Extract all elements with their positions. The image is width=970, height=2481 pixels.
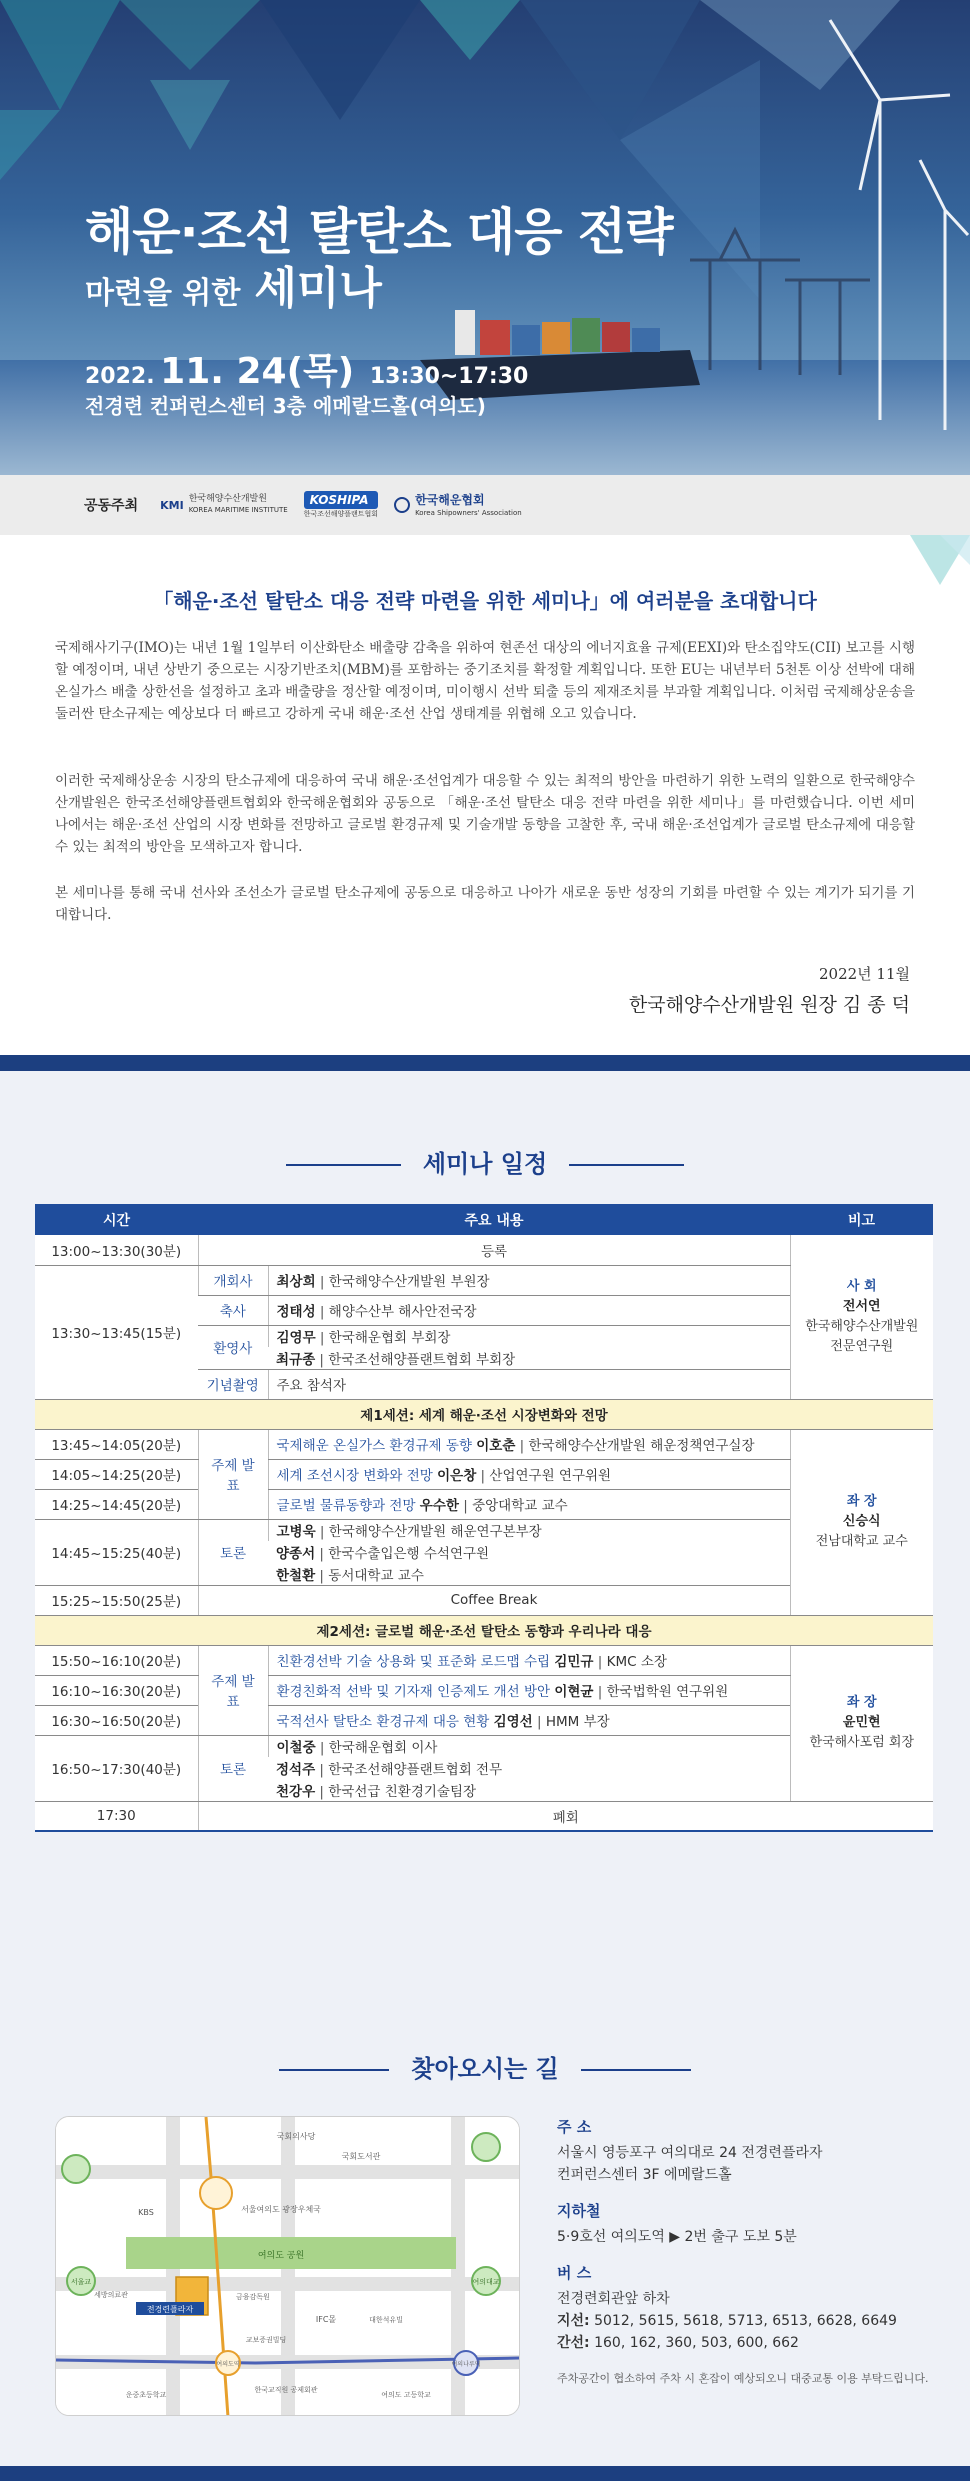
chair-note-2: 좌 장 윤민현 한국해사포럼 회장 (790, 1645, 933, 1801)
date-year: 2022. (85, 364, 155, 389)
map-label-yeouinaru: 여의나루역 (451, 2361, 481, 2368)
co-hosts-bar (0, 475, 970, 535)
invitation-signature: 한국해양수산개발원 원장 김 종 덕 (628, 994, 910, 1016)
location-map (55, 2116, 520, 2416)
invitation-paragraph-2: 이러한 국제해상운송 시장의 탄소규제에 대응하여 국내 해운·조선업계가 대응할 수 있는 최적의 방안을 마련하기 위한 노력의 일환으로 한국해양수산개발원은 한국조선해양플랜트협회와 한국해운협회와 공동으로 「해운·조선 탈탄소 대응 전략 마련을 위한 세미나」를 마련했습니다. 이번 세미나에서는 해운·조선 산업의 시장 변화를 전망하고 글로벌 환경규제 및 기술개발 동향을 고찰한 후, 국내 해운·조선업계가 글로벌 탄소규제에 대응할 수 있는 최적의 방안을 모색하고자 합니다. (55, 773, 915, 855)
table-row: 한철환 | 동서대학교 교수 (35, 1563, 933, 1585)
subtitle-small: 마련을 위한 (85, 276, 241, 311)
koshipa-sub: 한국조선해양플랜트협회 (303, 509, 379, 518)
table-row: 14:05~14:25(20분) 세계 조선시장 변화와 전망 이은창 | 산업연구원 연구위원 (35, 1459, 933, 1489)
table-row: 13:45~14:05(20분) 주제 발표 국제해운 온실가스 환경규제 동향 이호춘 | 한국해양수산개발원 해운정책연구실장 좌 장 신승식 전남대학교 교수 (35, 1429, 933, 1459)
event-time: 13:30~17:30 (369, 364, 529, 389)
table-row: 기념촬영 주요 참석자 (35, 1369, 933, 1399)
map-label-seoul-bridge: 서울교 (70, 2278, 92, 2286)
bus-block (557, 2262, 937, 2354)
address-line-2: 컨퍼런스센터 3F 에메랄드홀 (557, 2167, 732, 2183)
kmi-mark: KMI (160, 498, 184, 512)
map-label-kyobo: 교보증권빌딩 (245, 2336, 287, 2344)
event-subtitle (85, 252, 382, 316)
table-row: 정석주 | 한국조선해양플랜트협회 전무 (276, 1762, 503, 1778)
map-label-school: 운중초등학교 (125, 2391, 167, 2399)
address-heading: 주 소 (557, 2118, 592, 2136)
hero-banner (0, 0, 970, 475)
table-row: 16:10~16:30(20분) 환경친화적 선박 및 기자재 인증제도 개선 방안 이현균 | 한국법학원 연구위원 (35, 1675, 933, 1705)
directions-section (0, 2001, 970, 2466)
table-row: 14:25~14:45(20분) 글로벌 물류동향과 전망 우수한 | 중앙대학교 교수 (35, 1489, 933, 1519)
ksa-eng: Korea Shipowners' Association (415, 509, 522, 517)
schedule-section (0, 1071, 970, 2001)
directions-info (557, 2116, 937, 2390)
subtitle-big: 세미나 (254, 263, 382, 314)
footer-bar (0, 2466, 970, 2481)
section-divider (0, 1055, 970, 1071)
invitation-paragraph-3: 본 세미나를 통해 국내 선사와 조선소가 글로벌 탄소규제에 공동으로 대응하고 나아가 새로운 동반 성장의 기회를 마련할 수 있는 계기가 되기를 기대합니다. (55, 885, 915, 923)
table-row: 최규종 | 한국조선해양플랜트협회 부회장 (35, 1347, 933, 1369)
bus-stop: 전경련회관앞 하차 (557, 2291, 670, 2307)
event-title: 해운·조선 탈탄소 대응 전략 (85, 203, 673, 261)
kmi-eng: KOREA MARITIME INSTITUTE (188, 506, 288, 514)
map-label-library: 국회도서관 (341, 2152, 381, 2161)
directions-title: 찾아오시는 길 (0, 2049, 970, 2084)
bus-heading: 버 스 (557, 2264, 592, 2282)
event-date (85, 343, 528, 394)
table-row: 16:50~17:30(40분) 토론 이철중 | 한국해운협회 이사 (35, 1735, 933, 1757)
session-row: 제1세션: 세계 해운·조선 시장변화와 전망 (35, 1399, 933, 1429)
table-row: 17:30 폐회 (35, 1801, 933, 1831)
header-note: 비고 (790, 1204, 933, 1235)
map-label-gtower: 금융감독원 (236, 2293, 270, 2301)
subway-info: 5·9호선 여의도역 ▶ 2번 출구 도보 5분 (557, 2229, 797, 2245)
map-graphic (56, 2117, 520, 2416)
moderator-note: 사 회 전서연 한국해양수산개발원 전문연구원 (790, 1235, 933, 1399)
invitation-heading: 「해운·조선 탈탄소 대응 전략 마련을 위한 세미나」에 여러분을 초대합니다 (153, 589, 817, 613)
map-label-kbs: KBS (138, 2208, 154, 2217)
kmi-name: 한국해양수산개발원 (188, 494, 267, 504)
ksa-emblem-icon (394, 497, 410, 513)
map-label-yeouido-sta: 여의도역 (216, 2361, 240, 2368)
map-label-park: 여의도 공원 (257, 2251, 305, 2261)
map-label-fki: 전경련플라자 (146, 2305, 194, 2314)
bus-trunk: 간선: 160, 162, 360, 503, 600, 662 (557, 2335, 799, 2351)
subway-heading: 지하철 (557, 2202, 601, 2220)
kmi-logo (160, 494, 288, 516)
map-label-ifc: IFC몰 (315, 2315, 337, 2324)
table-row: 13:30~13:45(15분) 개회사 최상희 | 한국해양수산개발원 부원장 (35, 1265, 933, 1295)
header-time: 시간 (35, 1204, 198, 1235)
table-header-row (35, 1204, 933, 1235)
map-label-daishin: 대한석유빌 (369, 2316, 403, 2324)
table-row: 13:00~13:30(30분) 등록 사 회 전서연 한국해양수산개발원 전문연구원 (35, 1235, 933, 1265)
table-row: 15:25~15:50(25분) Coffee Break (35, 1585, 933, 1615)
date-day: 11. 24(목) (160, 351, 355, 392)
address-block (557, 2116, 937, 2186)
table-row: 천강우 | 한국선급 친환경기술팀장 (35, 1779, 933, 1801)
map-label-yeouido-bridge: 여의대교 (472, 2278, 500, 2286)
table-row: 16:30~16:50(20분) 국적선사 탈탄소 환경규제 대응 현황 김영선 | HMM 부장 (35, 1705, 933, 1735)
parking-note: 주차공간이 협소하여 주차 시 혼잡이 예상되오니 대중교통 이용 부탁드립니다. (557, 2372, 929, 2385)
invitation-section (0, 535, 970, 1055)
map-label-post: 서울여의도 광장우체국 (241, 2205, 321, 2214)
chair-note: 좌 장 신승식 전남대학교 교수 (790, 1429, 933, 1615)
schedule-title: 세미나 일정 (0, 1144, 970, 1179)
ksa-name: 한국해운협회 (415, 493, 485, 507)
table-row: 양종서 | 한국수출입은행 수석연구원 (276, 1546, 490, 1562)
session-row: 제2세션: 글로벌 해운·조선 탈탄소 동향과 우리나라 대응 (35, 1615, 933, 1645)
ksa-logo (394, 491, 522, 519)
subway-block (557, 2200, 937, 2248)
header-content: 주요 내용 (198, 1204, 790, 1235)
koshipa-mark: KOSHIPA (304, 491, 378, 509)
invitation-date: 2022년 11월 (818, 965, 910, 983)
table-row: 환영사 김영무 | 한국해운협회 부회장 (35, 1325, 933, 1347)
map-label-heights: 세방의료관 (94, 2291, 128, 2299)
co-hosts-label: 공동주최 (84, 498, 139, 514)
map-label-assembly: 국회의사당 (276, 2132, 316, 2141)
koshipa-logo (304, 491, 378, 520)
table-row: 14:45~15:25(40분) 토론 고병욱 | 한국해양수산개발원 해운연구본부장 (35, 1519, 933, 1541)
map-label-teachers: 한국교직원 공제회관 (254, 2386, 318, 2394)
map-label-highschool: 여의도 고등학교 (381, 2391, 431, 2399)
invitation-paragraph-1: 국제해사기구(IMO)는 내년 1월 1일부터 이산화탄소 배출량 감축을 위하여 현존선 대상의 에너지효율 규제(EEXI)와 탄소집약도(CII) 보고를 시행할 예정이며, 내년 상반기 중으로는 시장기반조치(MBM)를 포함하는 중기조치를 확정할 계획입니다. 또한 EU는 내년부터 5천톤 이상 선박에 대해 온실가스 배출 상한선을 설정하고 초과 배출량을 정산할 예정이며, 미이행시 선박 퇴출 등의 제재조치를 부과할 계획입니다. 이처럼 국제해상운송을 둘러싼 탄소규제는 예상보다 더 빠르고 강하게 국내 해운·조선 산업 생태계를 위협해 오고 있습니다. (55, 640, 915, 722)
event-venue: 전경련 컨퍼런스센터 3층 에메랄드홀(여의도) (85, 394, 486, 418)
address-line-1: 서울시 영등포구 여의대로 24 전경련플라자 (557, 2145, 823, 2161)
schedule-table (35, 1204, 933, 1832)
bus-branch: 지선: 5012, 5615, 5618, 5713, 6513, 6628, 6649 (557, 2313, 897, 2329)
table-row: 축사 정태성 | 해양수산부 해사안전국장 (35, 1295, 933, 1325)
table-row: 15:50~16:10(20분) 주제 발표 친환경선박 기술 상용화 및 표준화 로드맵 수립 김민규 | KMC 소장 좌 장 윤민현 한국해사포럼 회장 (35, 1645, 933, 1675)
